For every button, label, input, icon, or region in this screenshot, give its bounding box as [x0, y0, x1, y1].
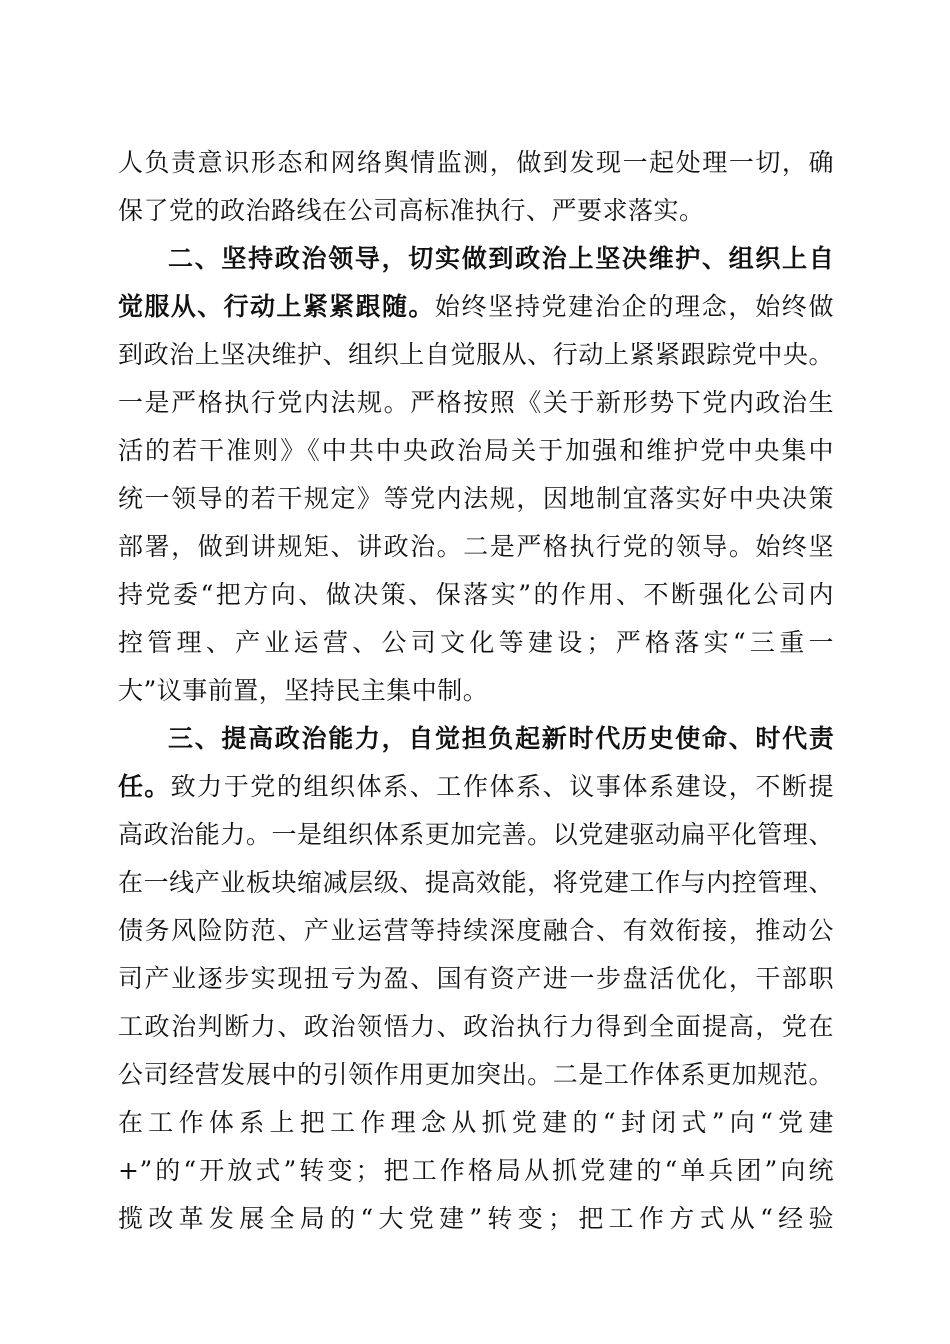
section-heading: 觉服从、行动上紧紧跟随。	[118, 292, 435, 321]
section-heading: 二、坚持政治领导，切实做到政治上坚决维护、组织上自	[168, 244, 834, 273]
text-line-1	[118, 139, 834, 187]
text-line-12	[118, 667, 834, 715]
body-text: 高政治能力。一是组织体系更加完善。以党建驱动扁平化管理、	[118, 820, 834, 849]
heading-line-section-3	[168, 715, 834, 763]
heading-line-section-2	[168, 235, 834, 283]
text-line-17	[118, 907, 834, 955]
body-text: 致力于党的组织体系、工作体系、议事体系建设，不断提	[170, 772, 834, 801]
text-line-14	[118, 763, 834, 811]
text-line-16	[118, 859, 834, 907]
body-text: 揽改革发展全局的“大党建”转变；把工作方式从“经验	[118, 1204, 834, 1233]
body-text: 司产业逐步实现扭亏为盈、国有资产进一步盘活优化，干部职	[118, 964, 834, 993]
text-line-7	[118, 427, 834, 475]
text-line-19	[118, 1003, 834, 1051]
text-line-5	[118, 331, 834, 379]
body-text: 工政治判断力、政治领悟力、政治执行力得到全面提高，党在	[118, 1012, 834, 1041]
section-heading: 任。	[118, 772, 171, 801]
section-heading: 三、提高政治能力，自觉担负起新时代历史使命、时代责	[168, 724, 834, 753]
body-text: 持党委“把方向、做决策、保落实”的作用、不断强化公司内	[118, 580, 834, 609]
text-line-6	[118, 379, 834, 427]
text-line-15	[118, 811, 834, 859]
text-line-23	[118, 1195, 834, 1243]
body-text: 控管理、产业运营、公司文化等建设；严格落实“三重一	[118, 628, 834, 657]
body-text: 保了党的政治路线在公司高标准执行、严要求落实。	[118, 196, 705, 225]
text-line-11	[118, 619, 834, 667]
text-line-22	[118, 1147, 834, 1195]
body-text: 活的若干准则》《中共中央政治局关于加强和维护党中央集中	[118, 436, 834, 465]
text-line-9	[118, 523, 834, 571]
body-text: 在一线产业板块缩减层级、提高效能，将党建工作与内控管理、	[118, 868, 834, 897]
text-line-8	[118, 475, 834, 523]
body-text: 始终坚持党建治企的理念，始终做	[434, 292, 834, 321]
body-text: 一是严格执行党内法规。严格按照《关于新形势下党内政治生	[118, 388, 834, 417]
body-text: 债务风险防范、产业运营等持续深度融合、有效衔接，推动公	[118, 916, 834, 945]
body-text: 在工作体系上把工作理念从抓党建的“封闭式”向“党建	[118, 1108, 834, 1137]
body-text: 公司经营发展中的引领作用更加突出。二是工作体系更加规范。	[118, 1060, 834, 1089]
text-line-10	[118, 571, 834, 619]
text-line-18	[118, 955, 834, 1003]
text-line-20	[118, 1051, 834, 1099]
body-text: +”的“开放式”转变；把工作格局从抓党建的“单兵团”向统	[118, 1156, 834, 1185]
text-line-21	[118, 1099, 834, 1147]
body-text: 人负责意识形态和网络舆情监测，做到发现一起处理一切，确	[118, 148, 834, 177]
body-text: 部署，做到讲规矩、讲政治。二是严格执行党的领导。始终坚	[118, 532, 834, 561]
body-text: 统一领导的若干规定》等党内法规，因地制宜落实好中央决策	[118, 484, 834, 513]
text-line-4	[118, 283, 834, 331]
text-line-2	[118, 187, 834, 235]
body-text: 大”议事前置，坚持民主集中制。	[118, 676, 489, 705]
body-text: 到政治上坚决维护、组织上自觉服从、行动上紧紧跟踪党中央。	[118, 340, 834, 369]
